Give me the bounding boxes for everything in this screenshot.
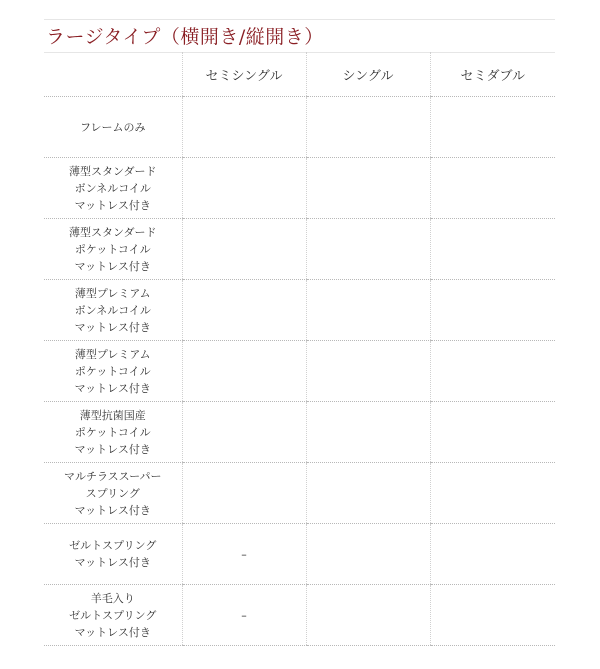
size-availability-table [44,52,555,646]
header-corner-cell [44,52,182,97]
row-label: マルチラススーパー スプリング マットレス付き [44,463,182,524]
header-single: シングル [306,52,430,97]
cell-semi-double [430,524,555,585]
table-row [44,97,555,158]
cell-single [306,219,430,280]
row-label: 薄型スタンダード ポケットコイル マットレス付き [44,219,182,280]
header-semi-single: セミシングル [182,52,306,97]
row-label: 羊毛入り ゼルトスプリング マットレス付き [44,585,182,646]
cell-single [306,97,430,158]
page-title: ラージタイプ（横開き/縦開き） [46,26,324,48]
row-label: フレームのみ [44,97,182,158]
row-label: ゼルトスプリング マットレス付き [44,524,182,585]
cell-semi-single [182,402,306,463]
table-row [44,219,555,280]
cell-semi-single [182,463,306,524]
cell-semi-double [430,585,555,646]
table-row [44,341,555,402]
cell-semi-double [430,97,555,158]
cell-semi-single [182,219,306,280]
row-label: 薄型スタンダード ボンネルコイル マットレス付き [44,158,182,219]
cell-semi-single: – [182,524,306,585]
row-label: 薄型プレミアム ポケットコイル マットレス付き [44,341,182,402]
cell-semi-double [430,280,555,341]
table-row [44,158,555,219]
header-semi-double: セミダブル [430,52,555,97]
cell-single [306,585,430,646]
cell-single [306,158,430,219]
cell-semi-double [430,402,555,463]
row-label: 薄型抗菌国産 ポケットコイル マットレス付き [44,402,182,463]
cell-single [306,524,430,585]
cell-semi-single [182,341,306,402]
row-label: 薄型プレミアム ボンネルコイル マットレス付き [44,280,182,341]
cell-semi-single [182,158,306,219]
table-header-row [44,52,555,97]
cell-semi-double [430,463,555,524]
table-row [44,402,555,463]
cell-single [306,341,430,402]
cell-semi-single [182,280,306,341]
table-row [44,463,555,524]
table-row [44,585,555,646]
cell-single [306,280,430,341]
cell-single [306,463,430,524]
cell-semi-double [430,219,555,280]
table-row [44,280,555,341]
cell-single [306,402,430,463]
cell-semi-double [430,158,555,219]
cell-semi-single [182,97,306,158]
table-row [44,524,555,585]
cell-semi-single: – [182,585,306,646]
cell-semi-double [430,341,555,402]
title-top-divider [44,19,555,20]
